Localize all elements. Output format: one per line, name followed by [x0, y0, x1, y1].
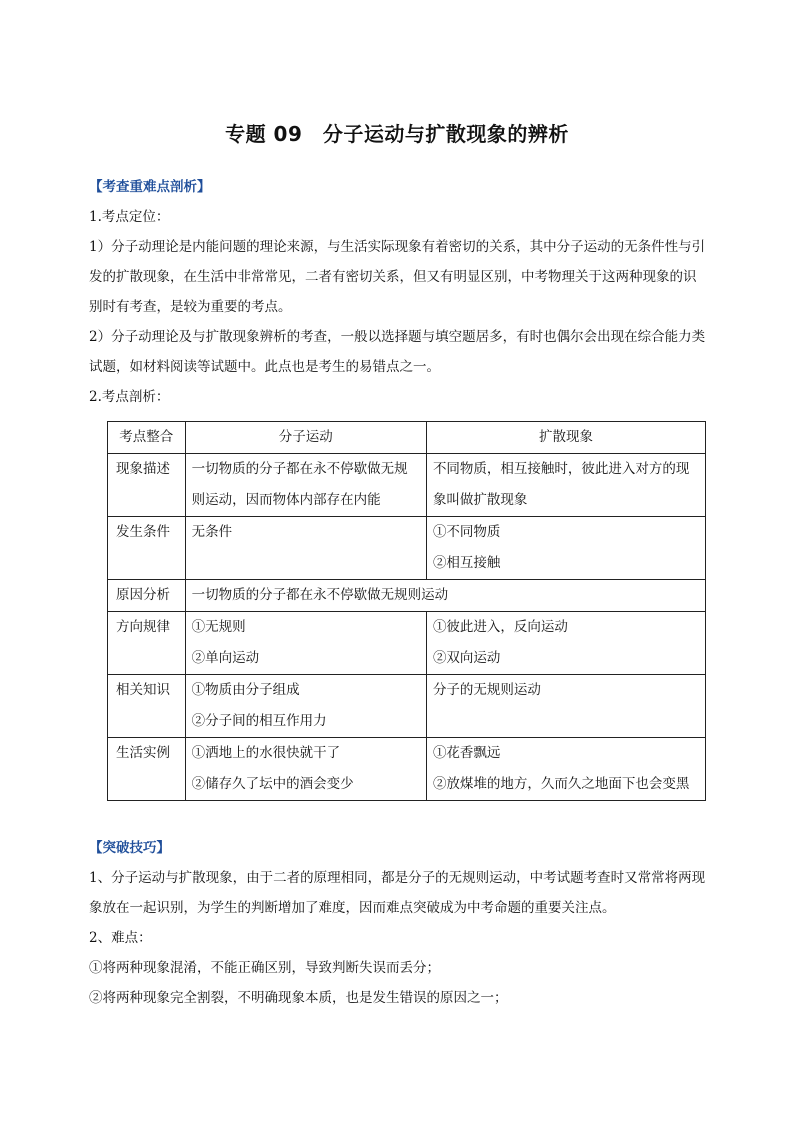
page-title: 专题 09 分子运动与扩散现象的辨析: [225, 122, 569, 146]
table-cell: [185, 454, 426, 517]
cell-line: ①不同物质: [432, 524, 501, 540]
cell-line: 象叫做扩散现象: [432, 492, 528, 508]
section-heading-tips: 【突破技巧】: [89, 840, 170, 856]
cell-line: 一切物质的分子都在永不停歇做无规: [191, 461, 408, 477]
table-row: [108, 580, 706, 612]
table-cell: [185, 675, 426, 738]
paragraph-2: 2）分子动理论及与扩散现象辨析的考查，一般以选择题与填空题居多，有时也偶尔会出现在综合能力类试题，如材料阅读等试题中。此点也是考生的易错点之一。: [89, 329, 706, 375]
item2-label: 2.考点剖析：: [89, 389, 170, 405]
cell-line: ②分子间的相互作用力: [191, 713, 327, 729]
cell-line: ②放煤堆的地方，久而久之地面下也会变黑: [432, 776, 690, 792]
table-cell: [426, 738, 705, 801]
row-label: 现象描述: [108, 454, 186, 517]
row-label: 发生条件: [108, 517, 186, 580]
row-label: 原因分析: [108, 580, 186, 612]
table-cell: [185, 738, 426, 801]
table-header: 扩散现象: [426, 422, 705, 454]
table-row: [108, 517, 706, 580]
table-cell: [185, 517, 426, 580]
row-label: 相关知识: [108, 675, 186, 738]
table-cell: [426, 675, 705, 738]
tips-text: [89, 863, 709, 1013]
cell-line: ①物质由分子组成: [191, 682, 300, 698]
tip-point-2: ②将两种现象完全割裂，不明确现象本质，也是发生错误的原因之一；: [89, 990, 508, 1006]
cell-line: 无条件: [191, 524, 233, 540]
table-cell: [426, 454, 705, 517]
cell-line: ②储存久了坛中的酒会变少: [191, 776, 354, 792]
tip-paragraph-1: 1、分子运动与扩散现象，由于二者的原理相同，都是分子的无规则运动，中考试题考查时又常常将两现象放在一起识别，为学生的判断增加了难度，因而难点突破成为中考命题的重要关注点。: [89, 870, 706, 916]
cell-line: 不同物质，相互接触时，彼此进入对方的现: [432, 461, 690, 477]
cell-line: ①花香飘远: [432, 745, 501, 761]
row-label: 生活实例: [108, 738, 186, 801]
table-cell-merged: 一切物质的分子都在永不停歇做无规则运动: [185, 580, 705, 612]
table-cell: [426, 517, 705, 580]
table-row: [108, 738, 706, 801]
table-row: [108, 454, 706, 517]
row-label: 方向规律: [108, 612, 186, 675]
tip-item2-label: 2、难点：: [89, 930, 152, 946]
paragraph-1: 1）分子动理论是内能问题的理论来源，与生活实际现象有着密切的关系，其中分子运动的无条件性与引发的扩散现象，在生活中非常常见，二者有密切关系，但又有明显区别，中考物理关于这两种现象的识别时有考查，是较为重要的考点。: [89, 239, 706, 315]
section-heading-analysis: 【考查重难点剖析】: [89, 179, 211, 195]
item1-label: 1.考点定位：: [89, 209, 170, 225]
cell-line: ①彼此进入，反向运动: [432, 619, 568, 635]
cell-line: ②双向运动: [432, 650, 501, 666]
analysis-text: [89, 202, 709, 412]
cell-line: ①无规则: [191, 619, 246, 635]
cell-line: 则运动，因而物体内部存在内能: [191, 492, 381, 508]
table-row: [108, 675, 706, 738]
table-row: [108, 612, 706, 675]
table-header: 考点整合: [108, 422, 186, 454]
cell-line: ②单向运动: [191, 650, 260, 666]
table-header: 分子运动: [185, 422, 426, 454]
tip-point-1: ①将两种现象混淆，不能正确区别，导致判断失误而丢分；: [89, 960, 440, 976]
comparison-table: [107, 421, 706, 801]
cell-line: 分子的无规则运动: [432, 682, 541, 698]
cell-line: ①洒地上的水很快就干了: [191, 745, 341, 761]
table-header-row: [108, 422, 706, 454]
cell-line: ②相互接触: [432, 555, 501, 571]
table-cell: [185, 612, 426, 675]
table-cell: [426, 612, 705, 675]
